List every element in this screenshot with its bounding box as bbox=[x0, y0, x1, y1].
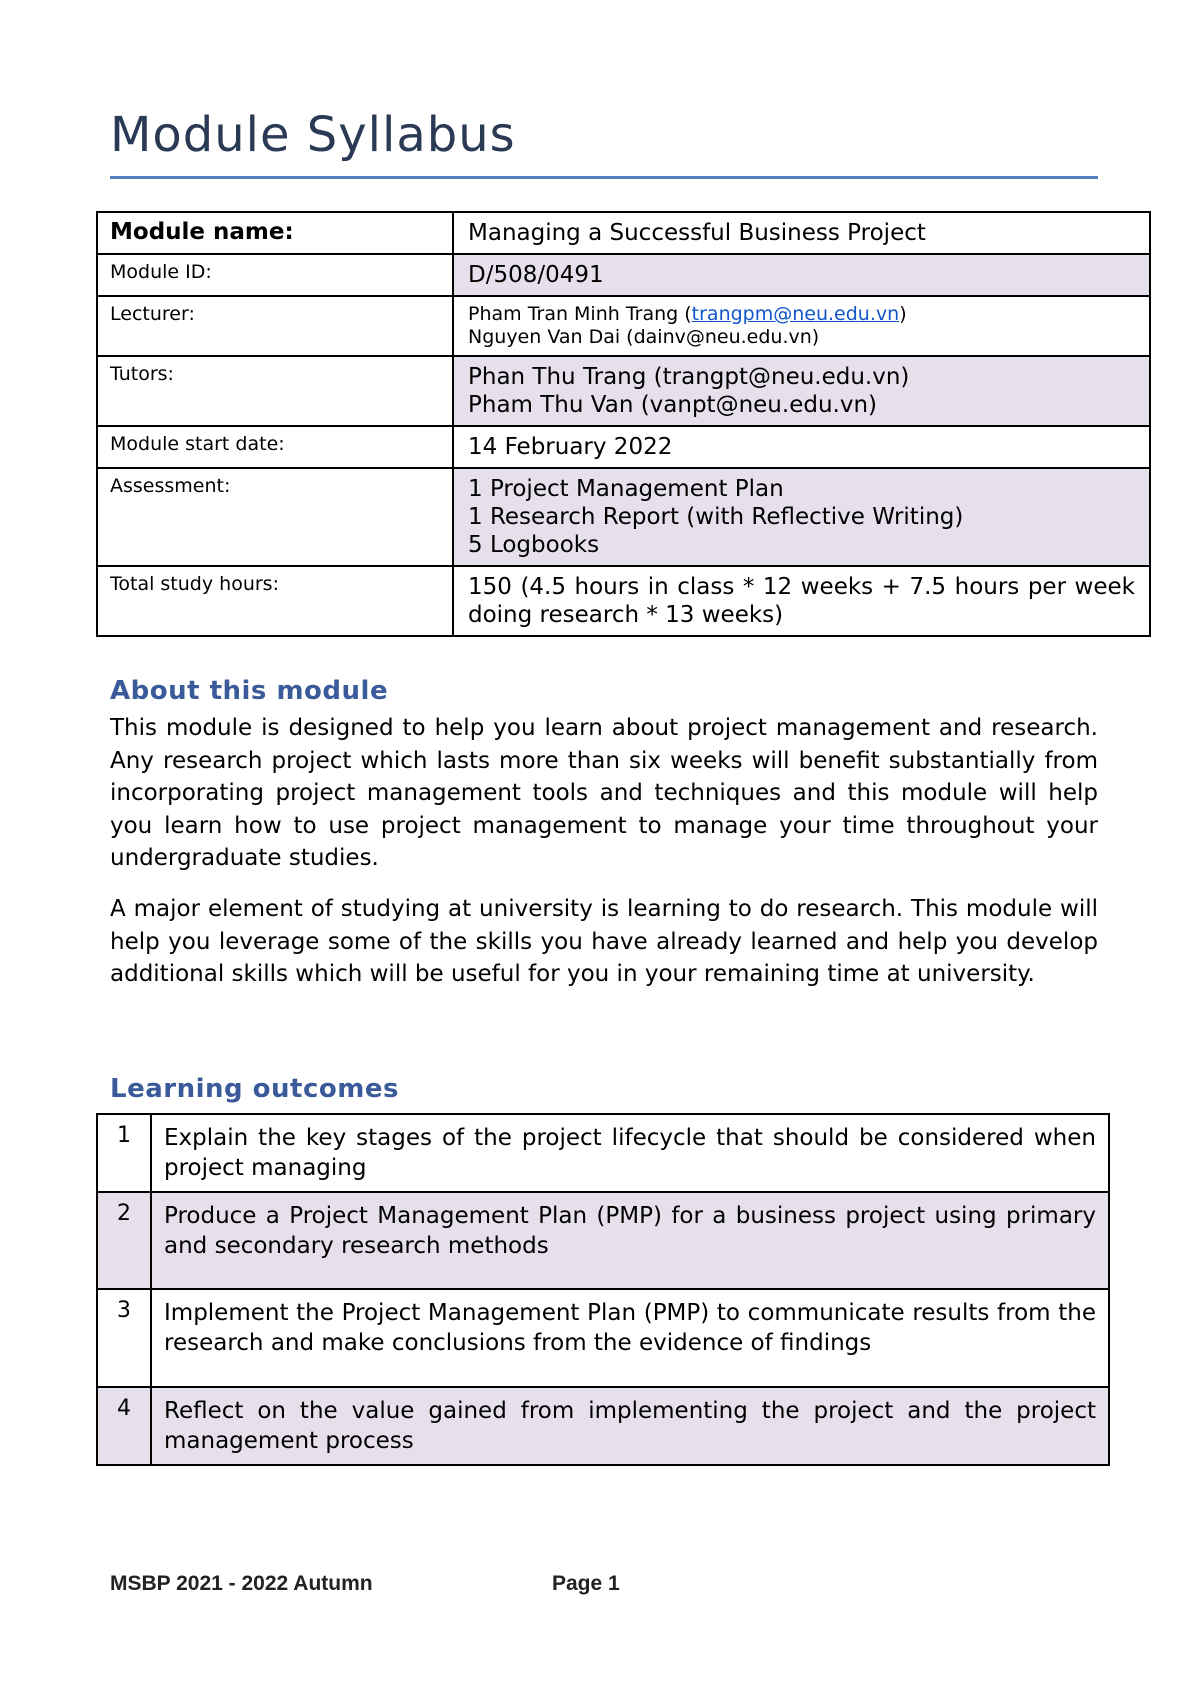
start-date-value: 14 February 2022 bbox=[453, 426, 1150, 468]
module-name-value: Managing a Successful Business Project bbox=[453, 212, 1150, 254]
assessment-label: Assessment: bbox=[97, 468, 453, 566]
lecturer-1-name: Pham Tran Minh Trang ( bbox=[468, 303, 692, 325]
outcome-number: 2 bbox=[97, 1192, 151, 1289]
tutor-1: Phan Thu Trang (trangpt@neu.edu.vn) bbox=[468, 364, 910, 390]
title-underline bbox=[110, 176, 1098, 179]
tutors-label: Tutors: bbox=[97, 356, 453, 426]
row-module-name bbox=[97, 212, 1150, 254]
footer-page-number: Page 1 bbox=[552, 1572, 620, 1595]
outcome-number: 3 bbox=[97, 1289, 151, 1387]
outcome-number: 4 bbox=[97, 1387, 151, 1465]
outcome-number: 1 bbox=[97, 1114, 151, 1192]
learning-outcomes-table bbox=[96, 1113, 1110, 1466]
row-assessment bbox=[97, 468, 1150, 566]
lecturer-2: Nguyen Van Dai (dainv@neu.edu.vn) bbox=[468, 326, 820, 348]
lecturer-value bbox=[453, 296, 1150, 356]
outcome-row bbox=[97, 1114, 1109, 1192]
outcome-row bbox=[97, 1387, 1109, 1465]
tutor-2: Pham Thu Van (vanpt@neu.edu.vn) bbox=[468, 392, 877, 418]
study-hours-value: 150 (4.5 hours in class * 12 weeks + 7.5 hours per week doing research * 13 weeks) bbox=[453, 566, 1150, 636]
row-module-id bbox=[97, 254, 1150, 296]
footer-course-term: MSBP 2021 - 2022 Autumn bbox=[110, 1572, 373, 1595]
about-paragraph-1: This module is designed to help you learn about project management and research. Any research project which lasts more than six weeks will benefit substantially from incorporating project management tools and techniques and this module will help you learn how to use project management to manage your time throughout your undergraduate studies. bbox=[110, 715, 1098, 871]
outcome-text: Explain the key stages of the project lifecycle that should be considered when project managing bbox=[151, 1114, 1109, 1192]
lecturer-1 bbox=[468, 303, 1135, 326]
outcome-row bbox=[97, 1289, 1109, 1387]
module-id-label: Module ID: bbox=[97, 254, 453, 296]
lecturer-1-email-link[interactable]: trangpm@neu.edu.vn bbox=[691, 303, 900, 325]
study-hours-label: Total study hours: bbox=[97, 566, 453, 636]
assessment-3: 5 Logbooks bbox=[468, 532, 600, 558]
about-paragraph-2: A major element of studying at university is learning to do research. This module will help you leverage some of the skills you have already learned and help you develop additional skills which will be useful for you in your remaining time at university. bbox=[110, 896, 1098, 987]
about-heading: About this module bbox=[110, 676, 389, 706]
assessment-1: 1 Project Management Plan bbox=[468, 476, 784, 502]
row-tutors bbox=[97, 356, 1150, 426]
page-title: Module Syllabus bbox=[110, 107, 516, 163]
outcome-text: Reflect on the value gained from implementing the project and the project management process bbox=[151, 1387, 1109, 1465]
row-start-date bbox=[97, 426, 1150, 468]
outcome-text: Implement the Project Management Plan (PMP) to communicate results from the research and make conclusions from the evidence of findings bbox=[151, 1289, 1109, 1387]
start-date-label: Module start date: bbox=[97, 426, 453, 468]
row-lecturer bbox=[97, 296, 1150, 356]
outcome-text: Produce a Project Management Plan (PMP) for a business project using primary and secondary research methods bbox=[151, 1192, 1109, 1289]
lecturer-label: Lecturer: bbox=[97, 296, 453, 356]
row-study-hours bbox=[97, 566, 1150, 636]
module-id-value: D/508/0491 bbox=[453, 254, 1150, 296]
assessment-2: 1 Research Report (with Reflective Writing) bbox=[468, 504, 964, 530]
module-info-table bbox=[96, 211, 1151, 637]
outcome-row bbox=[97, 1192, 1109, 1289]
outcomes-heading: Learning outcomes bbox=[110, 1074, 399, 1104]
assessment-value bbox=[453, 468, 1150, 566]
lecturer-1-close: ) bbox=[899, 303, 907, 325]
module-name-label: Module name: bbox=[97, 212, 453, 254]
tutors-value bbox=[453, 356, 1150, 426]
